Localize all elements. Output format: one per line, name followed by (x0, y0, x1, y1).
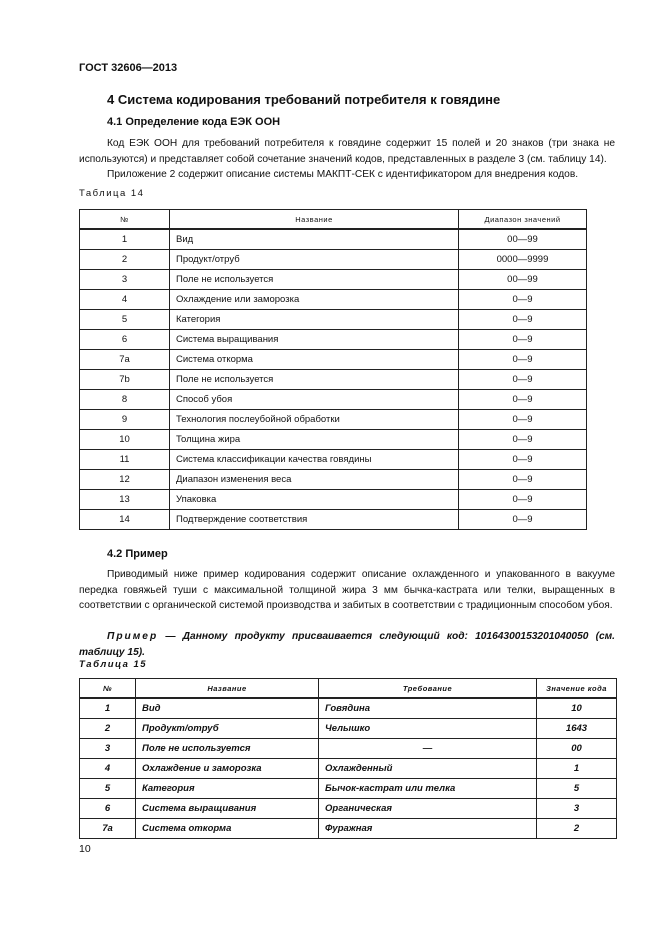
table-cell: 9 (80, 410, 170, 430)
table-cell: 6 (80, 799, 136, 819)
table-cell: Поле не используется (170, 370, 459, 390)
table-cell: Охлажденный (319, 759, 537, 779)
table-cell: 12 (80, 470, 170, 490)
table-cell: Технология послеубойной обработки (170, 410, 459, 430)
table-cell: 5 (80, 310, 170, 330)
column-header: Название (136, 679, 319, 699)
table-cell: Говядина (319, 698, 537, 719)
table-15 (79, 678, 617, 839)
table-cell: 00 (537, 739, 617, 759)
table-cell: Подтверждение соответствия (170, 510, 459, 530)
table-cell: 00—99 (459, 270, 587, 290)
paragraph: Код ЕЭК ООН для требований потребителя к говядине содержит 15 полей и 20 знаков (три знака не используются) и представляет собой сочетание значений кодов, представленных в разделе 3 (см. таблицу 14). (79, 138, 615, 165)
subsection-title-4-2: 4.2 Пример (107, 548, 168, 560)
table-cell: 2 (80, 719, 136, 739)
table-cell: 0000—9999 (459, 250, 587, 270)
table-cell: Продукт/отруб (170, 250, 459, 270)
subsection-title-4-1: 4.1 Определение кода ЕЭК ООН (107, 116, 281, 128)
table-row (80, 290, 587, 310)
table-cell: 8 (80, 390, 170, 410)
table-row (80, 759, 617, 779)
section-4-2-text (79, 567, 615, 614)
table-row (80, 470, 587, 490)
table-cell: Система откорма (136, 819, 319, 839)
table-cell: 10 (80, 430, 170, 450)
table-row (80, 430, 587, 450)
table-cell: 5 (80, 779, 136, 799)
table-cell: Продукт/отруб (136, 719, 319, 739)
table-row (80, 330, 587, 350)
table-cell: 3 (537, 799, 617, 819)
table-cell: — (319, 739, 537, 759)
table-cell: Вид (170, 229, 459, 250)
example-text: — Данному продукту присваивается следующий код: 10164300153201040050 (см. таблицу 15). (79, 631, 615, 658)
table-cell: 0—9 (459, 490, 587, 510)
table-cell: Система классификации качества говядины (170, 450, 459, 470)
paragraph: Приводимый ниже пример кодирования содержит описание охлажденного и упакованного в вакууме передка говяжьей туши с максимальной толщиной жира 3 мм бычка-кастрата или телки, выращенных в соответствии с органической системой производства и забитых в соответствии с традиционным способом убоя. (79, 569, 615, 611)
table-cell: 0—9 (459, 510, 587, 530)
table-cell: 1 (80, 229, 170, 250)
table-cell: 13 (80, 490, 170, 510)
table-cell: Категория (170, 310, 459, 330)
table-cell: 0—9 (459, 350, 587, 370)
table-cell: Способ убоя (170, 390, 459, 410)
table-cell: Вид (136, 698, 319, 719)
table-cell: 0—9 (459, 470, 587, 490)
column-header: № (80, 210, 170, 230)
table-row (80, 779, 617, 799)
table-cell: 2 (80, 250, 170, 270)
table-cell: Категория (136, 779, 319, 799)
section-4-1-text (79, 136, 615, 183)
table-15-caption: Таблица 15 (79, 659, 148, 670)
table-14 (79, 209, 587, 530)
table-row (80, 719, 617, 739)
table-14-caption: Таблица 14 (79, 188, 145, 199)
table-cell: 5 (537, 779, 617, 799)
example-note (79, 629, 615, 660)
table-row (80, 510, 587, 530)
table-cell: Диапазон изменения веса (170, 470, 459, 490)
paragraph: Приложение 2 содержит описание системы МАКПТ-СЕК с идентификатором для внедрения кодов. (107, 169, 579, 180)
table-cell: Фуражная (319, 819, 537, 839)
table-cell: 0—9 (459, 330, 587, 350)
table-row (80, 270, 587, 290)
example-label: Пример (107, 631, 159, 642)
page-number: 10 (79, 843, 91, 855)
table-cell: 0—9 (459, 450, 587, 470)
section-title: 4 Система кодирования требований потребителя к говядине (107, 92, 501, 107)
table-row (80, 410, 587, 430)
table-cell: 7b (80, 370, 170, 390)
table-cell: 7a (80, 819, 136, 839)
table-row (80, 250, 587, 270)
table-cell: 0—9 (459, 370, 587, 390)
column-header: Диапазон значений (459, 210, 587, 230)
table-cell: Толщина жира (170, 430, 459, 450)
table-row (80, 450, 587, 470)
table-cell: Охлаждение и заморозка (136, 759, 319, 779)
table-cell: 1 (80, 698, 136, 719)
table-row (80, 799, 617, 819)
table-row (80, 698, 617, 719)
table-cell: 0—9 (459, 290, 587, 310)
table-cell: 3 (80, 739, 136, 759)
table-header-row (80, 210, 587, 230)
table-row (80, 310, 587, 330)
table-cell: Поле не используется (170, 270, 459, 290)
table-cell: 0—9 (459, 390, 587, 410)
table-cell: 3 (80, 270, 170, 290)
document-id: ГОСТ 32606—2013 (79, 62, 178, 74)
table-cell: 7a (80, 350, 170, 370)
table-cell: Упаковка (170, 490, 459, 510)
table-row (80, 229, 587, 250)
table-row (80, 490, 587, 510)
table-cell: Система выращивания (136, 799, 319, 819)
table-row (80, 819, 617, 839)
table-cell: 10 (537, 698, 617, 719)
column-header: Значение кода (537, 679, 617, 699)
table-cell: Охлаждение или заморозка (170, 290, 459, 310)
table-cell: Органическая (319, 799, 537, 819)
column-header: Название (170, 210, 459, 230)
column-header: Требование (319, 679, 537, 699)
table-cell: 14 (80, 510, 170, 530)
table-cell: 0—9 (459, 410, 587, 430)
table-cell: 0—9 (459, 310, 587, 330)
table-cell: Бычок-кастрат или телка (319, 779, 537, 799)
table-cell: Система откорма (170, 350, 459, 370)
table-cell: Поле не используется (136, 739, 319, 759)
table-row (80, 739, 617, 759)
table-cell: 4 (80, 759, 136, 779)
table-header-row (80, 679, 617, 699)
table-cell: 11 (80, 450, 170, 470)
table-cell: 1643 (537, 719, 617, 739)
table-cell: 0—9 (459, 430, 587, 450)
table-row (80, 350, 587, 370)
table-cell: Челышко (319, 719, 537, 739)
table-cell: Система выращивания (170, 330, 459, 350)
table-row (80, 370, 587, 390)
table-row (80, 390, 587, 410)
table-cell: 1 (537, 759, 617, 779)
table-cell: 4 (80, 290, 170, 310)
table-cell: 00—99 (459, 229, 587, 250)
column-header: № (80, 679, 136, 699)
table-cell: 6 (80, 330, 170, 350)
table-cell: 2 (537, 819, 617, 839)
